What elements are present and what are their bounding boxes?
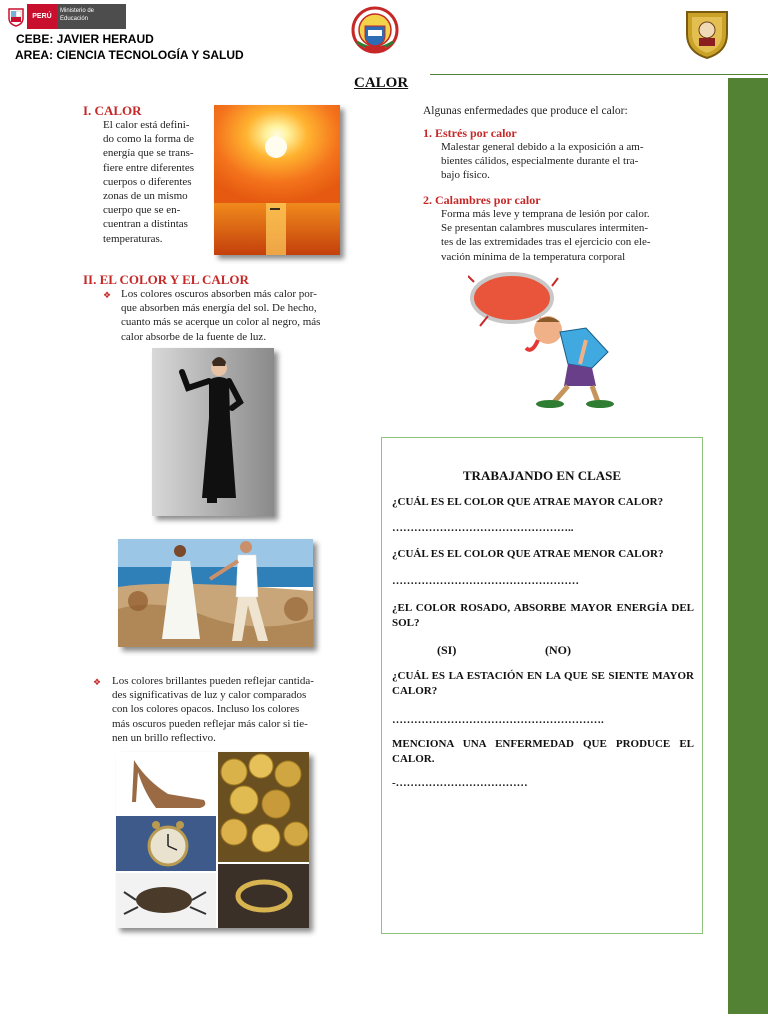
question-1: ¿CUÁL ES EL COLOR QUE ATRAE MAYOR CALOR?: [392, 496, 664, 508]
text-line: cuerpos o diferentes: [103, 175, 192, 188]
bullet-diamond-icon: ❖: [93, 677, 102, 687]
heat-stroke-cartoon-icon: [468, 268, 630, 410]
text-line: zonas de un mismo: [103, 190, 188, 203]
text-line: Los colores oscuros absorben más calor por-: [121, 288, 317, 300]
text-line: El calor está defini-: [103, 119, 190, 131]
text-line: nen un brillo reflectivo.: [112, 731, 216, 744]
section-1-text: [103, 118, 208, 246]
logo-country: PERÚ: [27, 4, 57, 29]
answer-2-field[interactable]: ……………………………………………: [392, 575, 579, 587]
option-no[interactable]: (NO): [545, 643, 571, 657]
text-line: Forma más leve y temprana de lesión por calor.: [441, 208, 650, 220]
diseases-intro: Algunas enfermedades que produce el calor:: [423, 105, 628, 117]
question-5: MENCIONA UNA ENFERMEDAD QUE PRODUCE EL CALOR.: [392, 738, 694, 765]
answer-1-field[interactable]: …………………………………………..: [392, 522, 574, 534]
text-line: bajo físico.: [441, 169, 490, 182]
text-line: vación mínima de la temperatura corporal: [441, 250, 626, 263]
minedu-logo: [5, 4, 126, 29]
worksheet-title: TRABAJANDO EN CLASE: [462, 468, 622, 483]
shield-badge-icon: [683, 8, 731, 60]
couple-beach-image: [118, 539, 313, 647]
text-line: fiere entre diferentes: [103, 161, 194, 174]
disease-2-text: [441, 207, 681, 264]
text-line: bientes cálidos, especialmente durante el tra-: [441, 155, 639, 168]
text-line: des significativas de luz y calor comparados: [112, 689, 307, 702]
option-yes[interactable]: (SI): [437, 643, 457, 657]
question-3: ¿EL COLOR ROSADO, ABSORBE MAYOR ENERGÍA DEL SOL?: [392, 602, 694, 629]
woman-black-dress-image: [152, 348, 274, 516]
green-side-bar: [728, 78, 768, 1014]
bullet-diamond-icon: ❖: [103, 290, 112, 300]
sunset-image: [214, 105, 340, 255]
text-line: Los colores brillantes pueden reflejar cantida-: [112, 675, 314, 687]
answer-4-field[interactable]: ………………………………………………….: [392, 714, 604, 726]
text-line: con los colores opacos. Incluso los colores: [112, 703, 300, 716]
text-line: Se presentan calambres musculares intermiten-: [441, 222, 649, 235]
school-name: CEBE: JAVIER HERAUD: [16, 32, 154, 46]
question-4: ¿CUÁL ES LA ESTACIÓN EN LA QUE SE SIENTE MAYOR CALOR?: [392, 670, 694, 697]
text-line: cuentran a distintas: [103, 218, 188, 231]
text-line: cuerpo que se en-: [103, 204, 181, 217]
section-2-bullet-1: [121, 287, 351, 344]
text-line: do como la forma de: [103, 133, 195, 146]
top-divider: [430, 74, 768, 75]
school-crest-icon: [351, 6, 399, 56]
reflective-objects-collage: [116, 752, 309, 928]
area-name: AREA: CIENCIA TECNOLOGÍA Y SALUD: [15, 48, 244, 62]
text-line: más oscuros pueden reflejar más calor si tie-: [112, 717, 308, 730]
answer-5-field[interactable]: -………………………………: [392, 777, 528, 789]
text-line: tes de las extremidades tras el ejercicio con ele-: [441, 236, 651, 249]
peru-shield-icon: [5, 4, 27, 29]
disease-1-title: 1. Estrés por calor: [423, 126, 517, 140]
text-line: cuanto más se acerque un color al negro, más: [121, 316, 321, 329]
disease-1-text: [441, 140, 681, 183]
page-title: CALOR: [354, 75, 409, 91]
class-work-box: [381, 437, 703, 934]
text-line: energía que se trans-: [103, 147, 194, 160]
section-1-heading: I. CALOR: [83, 103, 142, 118]
section-2-heading: II. EL COLOR Y EL CALOR: [83, 272, 249, 287]
text-line: temperaturas.: [103, 232, 163, 245]
disease-2-title: 2. Calambres por calor: [423, 193, 541, 207]
logo-ministry: Ministerio de Educación: [57, 4, 126, 29]
text-line: Malestar general debido a la exposición a am-: [441, 141, 644, 153]
question-2: ¿CUÁL ES EL COLOR QUE ATRAE MENOR CALOR?: [392, 548, 664, 560]
text-line: calor absorbe de la fuente de luz.: [121, 330, 267, 343]
text-line: que absorben más energía del sol. De hecho,: [121, 302, 317, 315]
section-2-bullet-2: [112, 674, 344, 745]
